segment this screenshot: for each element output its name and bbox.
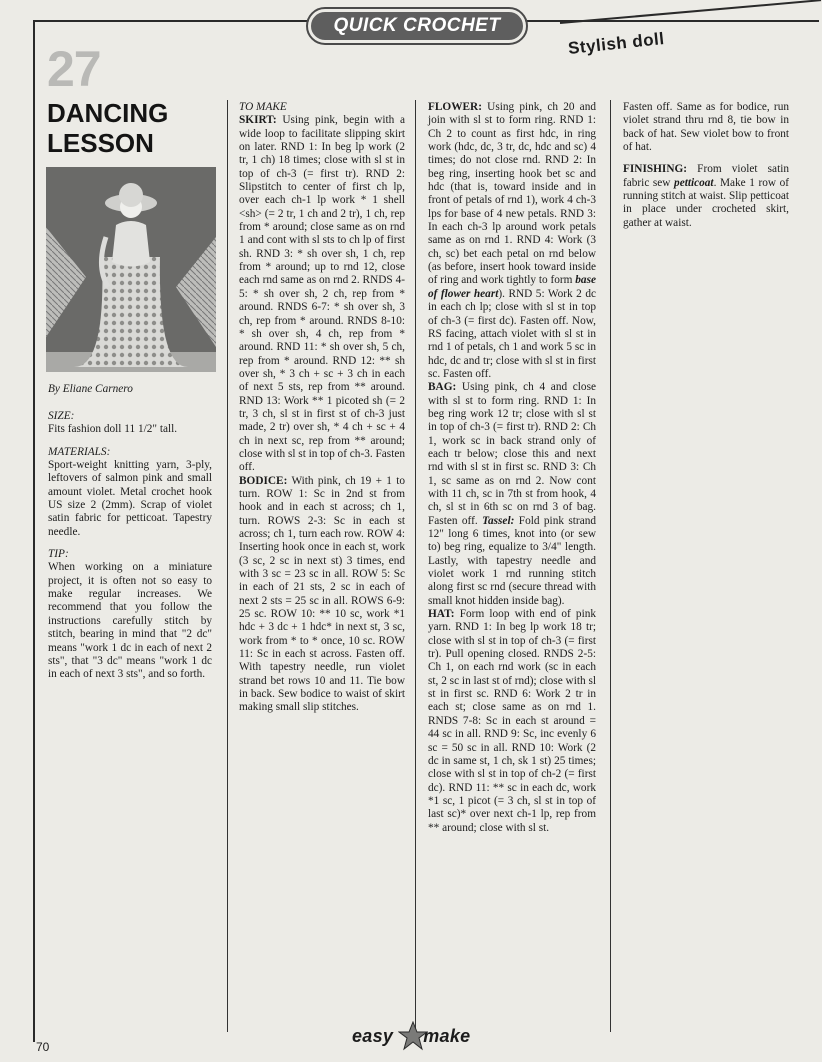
flower-heading: FLOWER: xyxy=(428,101,482,113)
page-number: 70 xyxy=(36,1040,50,1054)
bag-text-b: Fold pink strand 12" long 6 times, knot into (or sew to) beg ring, equalize to 3/4" length. Lastly, with tapestry needle and violet work 1 rnd running stitch along first sc rnd (secure thread with small knot hidden inside bag). xyxy=(428,514,597,607)
materials-text: Sport-weight knitting yarn, 3-ply, leftovers of salmon pink and small amount violet. Metal crochet hook US size 2 (2mm). Scrap of violet satin fabric for petticoat. Tapestry needle. xyxy=(48,459,212,538)
column-2 xyxy=(239,101,405,715)
star-icon xyxy=(398,1021,428,1051)
materials-label: MATERIALS: xyxy=(48,445,111,458)
pattern-number: 27 xyxy=(47,41,101,97)
pattern-title xyxy=(47,98,217,158)
section-title: QUICK CROCHET xyxy=(333,15,501,36)
bodice-text: With pink, ch 19 + 1 to turn. ROW 1: Sc in 2nd st from hook and in each st across; ch 1, turn. ROWS 2-3: Sc in each st across; ch 1, turn each row. ROW 4: Inserting hook once in each st, work (3 sc, 2 sc in next st) 3 times, end with 3 sc = 23 sc in all. ROW 5: Sc in each of 21 sts, 2 sc in each of next 2 sts = 25 sc in all. ROWS 6-9: 25 sc. ROW 10: ** 10 sc, work *1 hdc + 3 dc + 1 hdc* in next st, 3 sc, work from * to * once, 10 sc. ROW 11: Sc in each st across. Fasten off. With tapestry needle, run violet strand bet rows 10 and 11. Tie bow in back. Sew bodice to waist of skirt making small slip stitches. xyxy=(239,474,405,714)
doll-illustration xyxy=(46,167,216,372)
title-line-1: DANCING xyxy=(47,98,169,128)
bag-text-a: Using pink, ch 4 and close with sl st to form ring. RND 1: In beg ring work 12 tr; close with sl st in top of ch-3 (= first tr). RND 2: Ch 1, work sc in back strand only of each tr below; close this and next rnd with sl st in first sc. RND 3: Ch 1, sc same as on rnd 2. Now cont with 11 ch, sc in 7th st from hook, 4 ch, sl st in 6th sc on rnd 3 of bag. Fasten off. xyxy=(428,381,596,527)
fasten-text: Fasten off. Same as for bodice, run violet strand thru rnd 8, tie bow in back of hat. Sew violet bow to front of hat. xyxy=(623,101,789,154)
doll-photo xyxy=(46,167,216,372)
byline: By Eliane Carnero xyxy=(48,383,133,395)
column-3 xyxy=(428,101,596,835)
tagline: Stylish doll xyxy=(567,29,666,59)
title-line-2: LESSON xyxy=(47,128,154,158)
hat-heading: HAT: xyxy=(428,608,455,621)
skirt-heading: SKIRT: xyxy=(239,114,277,127)
column-1 xyxy=(48,410,212,682)
finishing-text-b: . Make 1 row of running stitch at waist. Slip petticoat in place under crocheted skirt, gather at waist. xyxy=(623,176,789,229)
bodice-heading: BODICE: xyxy=(239,474,288,487)
tassel-emphasis: Tassel: xyxy=(482,514,515,527)
skirt-text: Using pink, begin with a wide loop to facilitate slipping skirt on later. RND 1: In beg lp work (2 tr, 1 ch) 18 times; close with sl st in top of ch-3 (= first tr). RND 2: Slipstitch to center of first ch lp, over each ch-1 lp work * 1 shell <sh> (= 2 tr, 1 ch and 2 tr), 1 ch, rep from * around; close same as on rnd 1 and cont with sl sts to ch lp of first sh. RND 3: * sh over sh, 1 ch, rep from * around; up to rnd 12, close each rnd same as on rnd 2. RNDS 4-5: * sh over sh, 2 ch, rep from * around. RNDS 6-7: * sh over sh, 3 ch, rep from * around. RNDS 8-10: * sh over sh, 4 ch, rep from * around. RND 11: * sh over sh, 5 ch, rep from * around. RND 12: ** sh over sh, * 3 ch + sc + 3 ch in each of next 5 sts, rep from ** around. RND 13: Work ** 1 picoted sh (= 2 tr, 3 ch, sl st in first st of ch-3 just made, 2 tr) over sh, * 4 ch + sc + 4 ch in next sc, rep from ** around; close with sl st in top of ch-3. Fasten off. xyxy=(239,114,405,474)
column-divider-3 xyxy=(610,100,611,1032)
petticoat-emphasis: petticoat xyxy=(674,176,714,189)
section-header-pill xyxy=(308,9,526,43)
finishing-heading: FINISHING: xyxy=(623,163,688,176)
flower-emphasis: base of flower heart xyxy=(428,274,596,300)
tip-label: TIP: xyxy=(48,548,69,561)
tip-text: When working on a miniature project, it is often not so easy to make regular increases. We recommend that you follow the instructions carefully stitch by stitch, bearing in mind that "2 dc" means "work 1 dc in each of next 2 sts", that "3 dc" means "work 1 dc in each of next 3 sts", and so forth. xyxy=(48,561,212,681)
bag-heading: BAG: xyxy=(428,381,457,394)
column-divider-1 xyxy=(227,100,228,1032)
flower-text-a: Using pink, ch 20 and join with sl st to form ring. RND 1: Ch 2 to count as first hdc, in ring work (hdc, dc, 3 tr, dc, hdc and sc) 4 times; do not close rnd. RND 2: In beg ring, inserting hook bet sc and hdc (that is, toward inside and in front of petals of rnd 1), work 4 ch-3 lps for base of 4 new petals. RND 3: In each ch-3 lp around work petals same as on rnd 1. RND 4: Work (3 ch, sc) bet each petal on rnd below (as before, insert hook toward inside of ring and work tightly to form xyxy=(428,101,596,287)
size-label: SIZE: xyxy=(48,410,75,422)
hat-text: Form loop with end of pink yarn. RND 1: In beg lp work 18 tr; close with sl st in top of ch-3 (= first tr). Pull opening closed. RNDS 2-5: Ch 1, on each rnd work (sc in each st, 2 sc in last st of rnd); close with sl st in first sc. RND 6: Work 2 tr in each st; close same as on rnd 1. RNDS 7-8: Sc in each st around = 44 sc in all. RND 9: Sc, inc evenly 6 sc = 50 sc in all. RND 10: Work (2 dc in same st, 1 ch, sk 1 st) 25 times; close with sl st in top of ch-2 (= first dc). RND 11: ** sc in each dc, work *1 sc, 1 picot (= 3 ch, sl st in top of last sc)* over next ch-1 lp, rep from ** around; close with sl st. xyxy=(428,608,597,834)
to-make-label: TO MAKE xyxy=(239,101,287,113)
footer-brand-right: make xyxy=(423,1026,471,1046)
footer-brand-left: easy xyxy=(352,1026,394,1046)
size-text: Fits fashion doll 11 1/2" tall. xyxy=(48,423,178,436)
column-4 xyxy=(623,101,789,230)
flower-text-b: ). RND 5: Work 2 dc in each ch lp; close with sl st in top of ch-3 (= first dc). Fasten off. Now, RS facing, attach violet with sl st in rnd 1 of petals, ch 1 and work 5 sc in hdc, dc and tr; close with sl st in first sc. Fasten off. xyxy=(428,287,596,380)
finishing-text-a: From violet satin fabric sew xyxy=(623,163,789,189)
column-divider-2 xyxy=(415,100,416,1032)
